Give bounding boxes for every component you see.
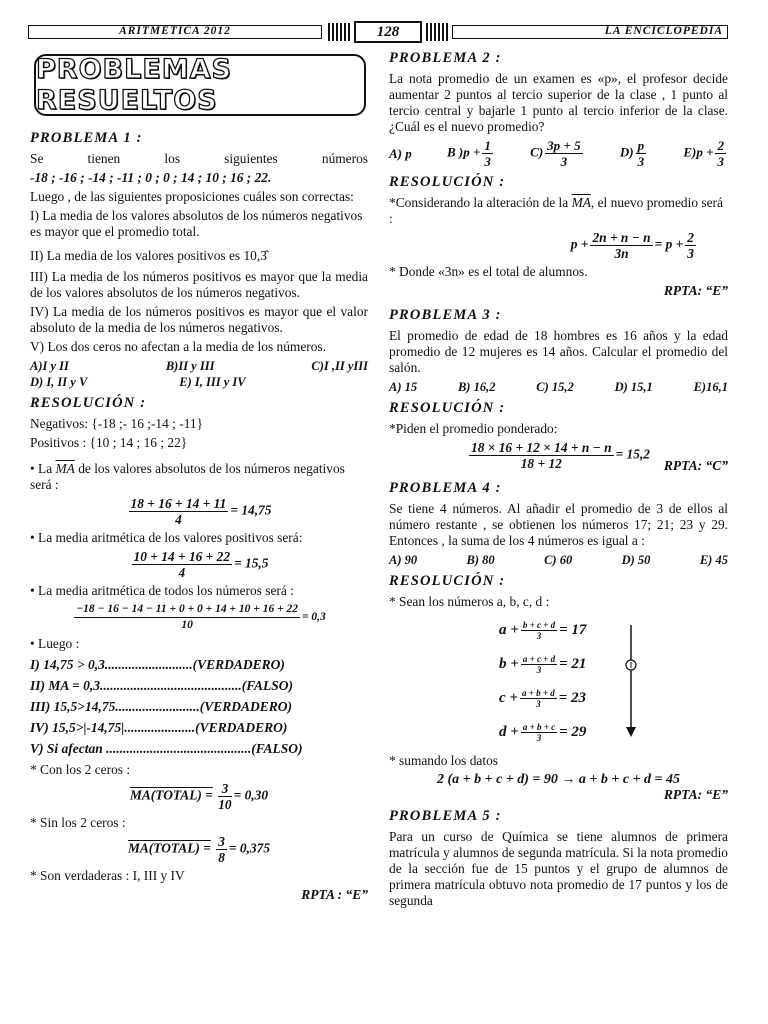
p2-step-1-b: , el nuevo promedio será : (389, 195, 723, 226)
fraction (216, 834, 227, 865)
p2-option-d (620, 138, 648, 169)
p1-stmt-v: V) Los dos ceros no afectan a la media de los números. (30, 339, 326, 354)
p3-option-b: B) 16,2 (457, 380, 496, 394)
header-ornament-left (328, 23, 350, 41)
result: = 14,75 (230, 502, 272, 518)
p3-option-c: C) 15,2 (536, 380, 574, 394)
p3-resolution-title: RESOLUCIÓN : (389, 400, 506, 416)
problem-5-title: PROBLEMA 5 : (389, 808, 502, 824)
p1-formula-4 (30, 781, 368, 812)
right-column (389, 48, 728, 912)
row-left: a + (499, 621, 519, 638)
p3-option-a: A) 15 (389, 380, 418, 394)
fraction (132, 549, 233, 580)
p4-result-line: 2 (a + b + c + d) = 90 → a + b + c + d = 45 (436, 772, 681, 787)
p1-stmt-iv: IV) La media de los números positivos es mayor que el valor absoluto de la media de los números negativos. (30, 304, 368, 335)
p1-checks (30, 657, 368, 757)
row-result: = 23 (558, 689, 587, 706)
fraction (469, 440, 614, 471)
denominator: 3 (717, 154, 724, 169)
p1-without-zeros: * Sin los 2 ceros : (30, 815, 126, 830)
fraction (218, 781, 231, 812)
p1-option-b: B)II y III (165, 359, 215, 373)
p1-step-2: • La media aritmética de los valores positivos será: (30, 530, 303, 545)
p3-option-e: E)16,1 (693, 380, 728, 394)
p1-options-row-2 (30, 374, 368, 390)
p2-resolution-title: RESOLUCIÓN : (389, 174, 506, 190)
header-subject: ARITMETICA 2012 (28, 25, 322, 39)
numerator: 2 (717, 138, 724, 153)
result: = 0,3 (302, 611, 326, 624)
ma-symbol: $\overline{MA}$ (55, 461, 75, 476)
p1-step-1 (30, 461, 368, 493)
denominator: 4 (175, 512, 182, 527)
p2-option-a: A) p (389, 145, 412, 161)
fraction (74, 602, 300, 633)
p3-step-1: *Piden el promedio ponderado: (389, 421, 558, 436)
row-result: = 17 (559, 621, 587, 638)
p1-option-e: E) I, III y IV (179, 375, 246, 389)
p1-resolution-title: RESOLUCIÓN : (30, 395, 147, 411)
problem-3-title: PROBLEMA 3 : (389, 307, 502, 323)
problem-2-title: PROBLEMA 2 : (389, 50, 502, 66)
denominator: 3n (614, 246, 629, 261)
p1-option-d: D) I, II y V (30, 375, 88, 389)
page-header (28, 20, 728, 44)
p1-option-a: A)I y II (30, 359, 69, 373)
p4-option-a: A) 90 (389, 553, 418, 567)
sum-arrow-icon (621, 621, 641, 741)
p4-options (389, 552, 728, 568)
p1-stmt-iii: III) La media de los números positivos es mayor que la media de los valores absolutos de los números negativos. (30, 269, 368, 300)
p1-formula-5 (30, 834, 368, 865)
fraction (482, 138, 493, 169)
numerator: p (637, 138, 645, 153)
p1-option-c: C)I ,II yIII (311, 359, 368, 373)
denominator: 3 (536, 664, 542, 675)
p4-answer: RPTA: “E” (663, 787, 728, 802)
row-result: = 29 (559, 723, 587, 740)
fraction (520, 688, 557, 709)
denominator: 3 (484, 154, 491, 169)
numerator: a + b + c (522, 721, 556, 732)
formula-left: p + (570, 236, 589, 252)
fraction (590, 230, 652, 261)
p3-options (389, 379, 728, 395)
problem-4-title: PROBLEMA 4 : (389, 480, 502, 496)
fraction (129, 496, 229, 527)
p1-formula-1 (30, 496, 368, 527)
p2-formula (389, 230, 728, 261)
ma-symbol: $\overline{MA}$ (571, 195, 591, 210)
p2-option-b (447, 138, 495, 169)
p4-option-b: B) 80 (466, 553, 495, 567)
header-ornament-right (426, 23, 448, 41)
p1-options-row-1 (30, 358, 368, 374)
check-iv: IV) 15,5>|-14,75|.....................(VERDADERO) (30, 720, 288, 735)
left-column (30, 48, 368, 903)
p4-text: Se tiene 4 números. Al añadir el promedio de 3 de ellos al número restante , se obtienen los números 17; 21; 23 y 29. Entonces , la suma de los 4 números es igual a : (389, 501, 728, 548)
denominator: 3 (637, 154, 645, 169)
p4-step-2: * sumando los datos (389, 753, 498, 768)
numerator: 2 (687, 230, 694, 245)
fraction (521, 620, 557, 641)
section-banner (34, 54, 366, 116)
p1-question: Luego , de las siguientes proposiciones cuáles son correctas: (30, 189, 354, 204)
numerator: 18 + 16 + 14 + 11 (130, 496, 227, 511)
system-row (499, 647, 728, 681)
p1-step-1-b: de los valores absolutos de los números negativos será : (30, 461, 345, 492)
p1-with-zeros: * Con los 2 ceros : (30, 762, 131, 777)
p2-options (389, 138, 728, 169)
p4-system (389, 613, 728, 749)
option-prefix: E)p + (683, 144, 714, 160)
result: = 15,5 (234, 555, 269, 571)
p1-step-3: • La media aritmética de todos los números será : (30, 583, 294, 598)
p2-step-1 (389, 195, 728, 227)
p3-option-d: D) 15,1 (614, 380, 653, 394)
option-prefix: D) (619, 144, 634, 160)
p2-step-2: * Donde «3n» es el total de alumnos. (389, 264, 588, 279)
p2-option-e (683, 138, 728, 169)
result: = 15,2 (615, 446, 650, 462)
p1-positives: Positivos : {10 ; 14 ; 16 ; 22} (30, 435, 188, 450)
numerator: b + c + d (522, 619, 556, 630)
row-left: b + (499, 655, 519, 672)
p1-intro-text: Se tienen los siguientes números (30, 151, 368, 166)
system-row (499, 715, 728, 749)
fraction (636, 138, 647, 169)
system-row (499, 681, 728, 715)
denominator: 10 (218, 797, 232, 812)
numerator: 3 (218, 834, 225, 849)
banner-text: PROBLEMAS RESUELTOS (36, 54, 232, 116)
p1-intro (30, 151, 368, 167)
check-iii: III) 15,5>14,75.........................(VERDADERO) (30, 699, 292, 714)
p1-negatives: Negativos: {-18 ;- 16 ;-14 ; -11} (30, 416, 204, 431)
denominator: 18 + 12 (520, 456, 562, 471)
option-prefix: C) (530, 144, 544, 160)
fraction (521, 654, 557, 675)
p3-text: El promedio de edad de 18 hombres es 16 años y la edad promedio de 12 mujeres es 14 años. Calcular el promedio del salón. (389, 328, 728, 375)
numerator: 2n + n − n (592, 230, 651, 245)
result: = 0,30 (233, 787, 269, 803)
fraction (545, 138, 582, 169)
p1-stmt-ii: II) La media de los valores positivos es 10,3̂ (30, 248, 267, 263)
denominator: 3 (560, 154, 568, 169)
p1-luego: • Luego : (30, 636, 80, 651)
denominator: 10 (181, 619, 193, 631)
fraction (685, 230, 696, 261)
check-v: V) Si afectan ...........................................(FALSO) (30, 741, 303, 756)
p1-answer: RPTA : “E” (301, 887, 368, 902)
option-prefix: B )p + (447, 144, 481, 160)
page-number: 128 (354, 21, 422, 43)
p1-numbers: -18 ; -16 ; -14 ; -11 ; 0 ; 0 ; 14 ; 10 ; 16 ; 22. (30, 170, 272, 185)
fraction (521, 722, 557, 743)
row-left: c + (499, 689, 518, 706)
p1-step-1-a: • La (30, 461, 56, 476)
p4-option-e: E) 45 (699, 553, 728, 567)
numerator: −18 − 16 − 14 − 11 + 0 + 0 + 14 + 10 + 16 + 22 (74, 602, 300, 618)
denominator: 4 (178, 565, 186, 580)
formula-label: MA(TOTAL) = (127, 840, 211, 856)
denominator: 3 (536, 732, 542, 743)
check-ii: II) MA = 0,3..........................................(FALSO) (30, 678, 293, 693)
p3-answer: RPTA: “C” (663, 458, 728, 473)
numerator: 1 (484, 138, 491, 153)
p2-step-1-a: *Considerando la alteración de la (389, 195, 569, 210)
p1-true-statements: * Son verdaderas : I, III y IV (30, 868, 185, 883)
numerator: a + c + d (522, 653, 556, 664)
header-book-title: LA ENCICLOPEDIA (452, 25, 728, 39)
row-result: = 21 (559, 655, 587, 672)
numerator: 10 + 14 + 16 + 22 (133, 549, 231, 564)
result: = 0,375 (228, 840, 271, 856)
problem-1-title: PROBLEMA 1 : (30, 130, 143, 146)
p2-option-c (530, 138, 584, 169)
p2-text: La nota promedio de un examen es «p», el profesor decide aumentar 2 puntos al tercio superior de la clase , 1 punto al tercio central y bajarle 1 punto al tercio inferior de la clase. ¿Cuál es el nuevo promedio? (389, 71, 728, 134)
denominator: 3 (536, 698, 541, 709)
p4-step-1: * Sean los números a, b, c, d : (389, 594, 550, 609)
p4-option-d: D) 50 (621, 553, 651, 567)
denominator: 3 (687, 246, 694, 261)
p2-answer: RPTA: “E” (663, 283, 728, 298)
numerator: 18 × 16 + 12 × 14 + n − n (471, 440, 612, 455)
p5-text: Para un curso de Química se tiene alumnos de primera matrícula y alumnos de segunda matrícula. Si la nota promedio de la sección fue de 15 puntos y el grupo de alumnos de primera matrícula obtuvo nota promedio de 17 puntos y los de segunda (389, 829, 728, 908)
p4-option-c: C) 60 (544, 553, 573, 567)
system-row (499, 613, 728, 647)
numerator: a + b + d (521, 687, 555, 698)
p1-formula-3 (30, 602, 368, 633)
denominator: 3 (536, 630, 542, 641)
p4-resolution-title: RESOLUCIÓN : (389, 573, 506, 589)
denominator: 8 (218, 850, 225, 865)
row-left: d + (499, 723, 519, 740)
numerator: 3 (218, 781, 231, 797)
fraction (715, 138, 726, 169)
p1-stmt-i: I) La media de los valores absolutos de los números negativos es mayor que el promedio total. (30, 208, 363, 239)
numerator: 3p + 5 (547, 138, 581, 153)
p1-formula-2 (30, 549, 368, 580)
formula-equals: = p + (654, 236, 684, 252)
check-i: I) 14,75 > 0,3..........................(VERDADERO) (30, 657, 285, 672)
formula-label: MA(TOTAL) = (129, 787, 213, 803)
